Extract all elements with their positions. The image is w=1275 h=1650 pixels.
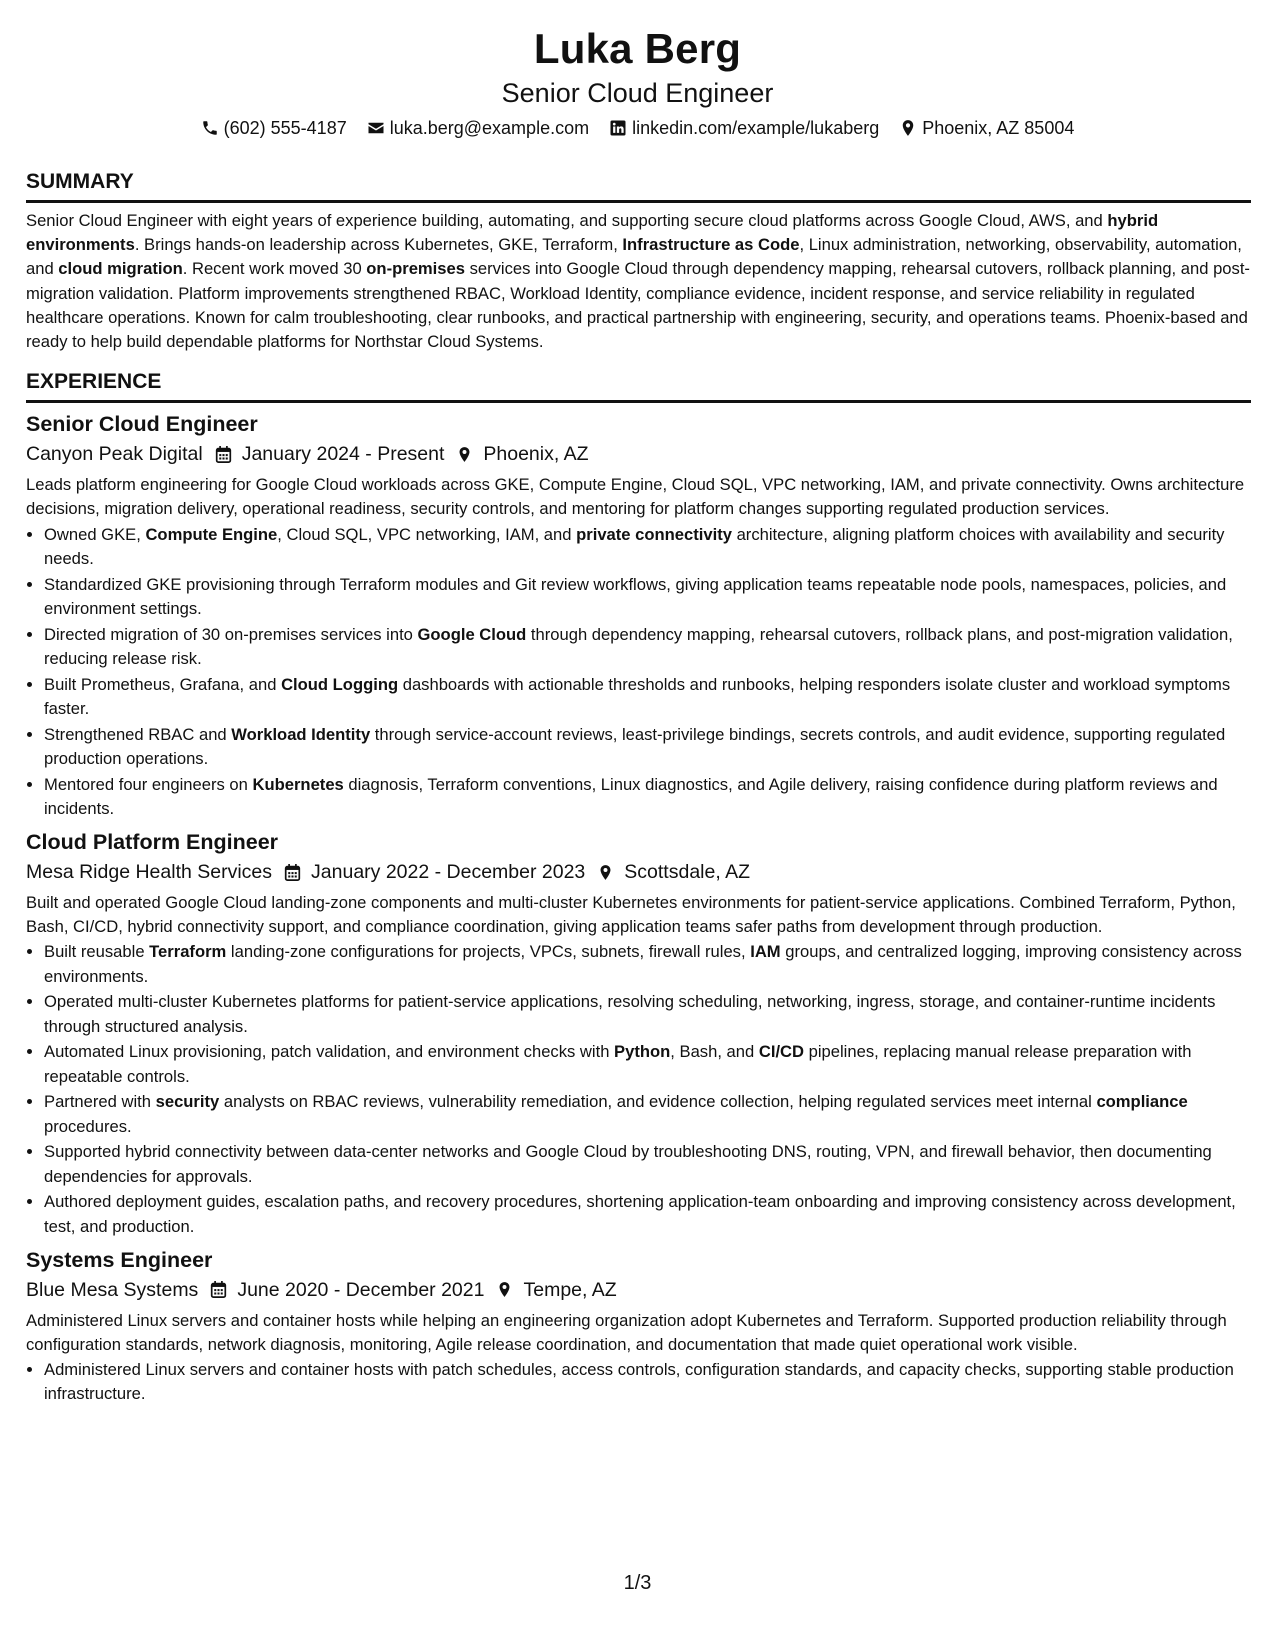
job-title: Systems Engineer [26, 1247, 213, 1272]
emphasis-text: hybrid environments [26, 211, 1159, 255]
job-meta [26, 857, 1251, 887]
resume-header [0, 22, 1275, 140]
job-description: Built and operated Google Cloud landing-zone components and multi-cluster Kubernetes environments for patient-service applications. Combined Terraform, Python, Bash, CI/CD, hybrid connectivity support, and compliance coordination, giving application teams safer paths from development through production. [26, 893, 1236, 937]
emphasis-text: Google Cloud [417, 624, 527, 644]
job-bullet: • Strengthened RBAC and Workload Identity through service-account reviews, least-privilege bindings, secrets controls, and audit evidence, supporting regulated production operations. [44, 723, 1251, 771]
job-description: Administered Linux servers and container hosts while helping an engineering organization adopt Kubernetes and Terraform. Supported production reliability through configuration standards, network diagnosis, monitoring, Agile release coordination, and documentation that made quiet operational work visible. [26, 1310, 1227, 1355]
linkedin-icon [609, 119, 627, 137]
envelope-icon [367, 119, 385, 137]
calendar-icon [284, 863, 301, 882]
experience-section [26, 368, 1251, 1406]
job-location: Phoenix, AZ [483, 443, 589, 466]
job-location: Scottsdale, AZ [624, 861, 751, 884]
emphasis-text: compliance [1096, 1092, 1188, 1112]
job-bullet: • Operated multi-cluster Kubernetes platforms for patient-service applications, resolving scheduling, networking, ingress, storage, and container-runtime incidents through structured analysis. [44, 990, 1251, 1038]
map-pin-icon [597, 863, 614, 882]
job-description: Leads platform engineering for Google Cloud workloads across GKE, Compute Engine, Cloud SQL, VPC networking, IAM, and private connectivity. Owns architecture decisions, migration delivery, operational readiness, security controls, and mentoring for platform changes supporting regulated production services. [26, 475, 1245, 519]
candidate-title: Senior Cloud Engineer [501, 78, 774, 108]
job-title: Senior Cloud Engineer [26, 412, 258, 437]
job-bullet: • Built reusable Terraform landing-zone configurations for projects, VPCs, subnets, firewall rules, IAM groups, and centralized logging, improving consistency across environments. [44, 940, 1251, 988]
emphasis-text: on-premises [366, 259, 465, 279]
emphasis-text: security [155, 1092, 220, 1112]
section-heading-experience: EXPERIENCE [26, 368, 1251, 403]
job-entry [26, 1245, 1251, 1407]
contact-email[interactable] [367, 116, 589, 140]
resume-body [26, 168, 1251, 1408]
job-bullet: • Mentored four engineers on Kubernetes diagnosis, Terraform conventions, Linux diagnostics, and Agile delivery, raising confidence during platform reviews and incidents. [44, 773, 1251, 821]
phone-icon [201, 119, 219, 137]
summary-section [26, 168, 1251, 354]
emphasis-text: Python [614, 1042, 671, 1062]
contact-phone [201, 116, 347, 140]
emphasis-text: private connectivity [576, 524, 732, 544]
job-dates: June 2020 - December 2021 [237, 1278, 485, 1301]
job-bullet: • Built Prometheus, Grafana, and Cloud Logging dashboards with actionable thresholds and runbooks, helping responders isolate cluster and workload symptoms faster. [44, 673, 1251, 721]
job-bullets [26, 940, 1251, 1238]
emphasis-text: Kubernetes [252, 774, 344, 794]
job-bullets [26, 1358, 1251, 1406]
map-pin-icon [899, 119, 917, 137]
emphasis-text: cloud migration [58, 259, 183, 279]
map-pin-icon [496, 1280, 513, 1299]
emphasis-text: IAM [750, 942, 781, 962]
job-meta [26, 439, 1251, 469]
section-heading-summary: SUMMARY [26, 168, 1251, 203]
contact-linkedin-text[interactable]: linkedin.com/example/lukaberg [632, 118, 880, 138]
job-bullet: • Standardized GKE provisioning through Terraform modules and Git review workflows, giving application teams repeatable node pools, namespaces, policies, and environment settings. [44, 573, 1251, 621]
job-company: Blue Mesa Systems [26, 1278, 199, 1301]
emphasis-text: Terraform [149, 942, 227, 962]
emphasis-text: Cloud Logging [281, 674, 399, 694]
contact-location-text: Phoenix, AZ 85004 [922, 118, 1075, 138]
emphasis-text: Infrastructure as Code [622, 235, 800, 255]
candidate-name: Luka Berg [533, 25, 742, 72]
page-number: 1/3 [623, 1572, 652, 1594]
summary-text: Senior Cloud Engineer with eight years of experience building, automating, and supporting secure cloud platforms across Google Cloud, AWS, and hybrid environments. Brings hands-on leadership across Kubernetes, GKE, Terraform, Infrastructure as Code, Linux administration, networking, observability, automation, and cloud migration. Recent work moved 30 on-premises services into Google Cloud through dependency mapping, rehearsal cutovers, rollback planning, and post-migration validation. Platform improvements strengthened RBAC, Workload Identity, compliance evidence, incident response, and service reliability in regulated healthcare operations. Known for calm troubleshooting, clear runbooks, and practical partnership with engineering, security, and operations teams. Phoenix-based and ready to help build dependable platforms for Northstar Cloud Systems. [26, 211, 1250, 352]
job-location: Tempe, AZ [523, 1278, 617, 1301]
job-company: Mesa Ridge Health Services [26, 861, 273, 884]
job-dates: January 2022 - December 2023 [311, 861, 586, 884]
job-bullet: • Administered Linux servers and container hosts with patch schedules, access controls, configuration standards, and capacity checks, supporting stable production infrastructure. [44, 1358, 1251, 1406]
job-dates: January 2024 - Present [241, 443, 445, 466]
contact-email-text[interactable]: luka.berg@example.com [389, 118, 590, 138]
contact-bar [0, 116, 1275, 140]
job-entry [26, 827, 1251, 1239]
job-title: Cloud Platform Engineer [26, 830, 279, 855]
job-bullet: • Authored deployment guides, escalation paths, and recovery procedures, shortening application-team onboarding and improving consistency across development, test, and production. [44, 1190, 1251, 1238]
contact-phone-text: (602) 555-4187 [223, 118, 347, 138]
emphasis-text: Compute Engine [145, 524, 278, 544]
emphasis-text: Workload Identity [231, 724, 371, 744]
job-bullet: • Supported hybrid connectivity between data-center networks and Google Cloud by troubleshooting DNS, routing, VPN, and firewall behavior, then documenting dependencies for approvals. [44, 1140, 1251, 1188]
job-company: Canyon Peak Digital [26, 443, 203, 466]
job-entry [26, 409, 1251, 821]
calendar-icon [210, 1280, 227, 1299]
job-meta [26, 1275, 1251, 1305]
contact-linkedin[interactable] [609, 116, 879, 140]
contact-location [899, 116, 1074, 140]
map-pin-icon [456, 445, 473, 464]
job-bullet: • Partnered with security analysts on RBAC reviews, vulnerability remediation, and evidence collection, helping regulated services meet internal compliance procedures. [44, 1090, 1251, 1138]
job-bullets [26, 523, 1251, 821]
job-bullet: • Owned GKE, Compute Engine, Cloud SQL, VPC networking, IAM, and private connectivity architecture, aligning platform choices with availability and security needs. [44, 523, 1251, 571]
emphasis-text: CI/CD [758, 1042, 805, 1062]
job-bullet: • Directed migration of 30 on-premises services into Google Cloud through dependency mapping, rehearsal cutovers, rollback plans, and post-migration validation, reducing release risk. [44, 623, 1251, 671]
calendar-icon [215, 445, 232, 464]
job-bullet: • Automated Linux provisioning, patch validation, and environment checks with Python, Bash, and CI/CD pipelines, replacing manual release preparation with repeatable controls. [44, 1040, 1251, 1088]
